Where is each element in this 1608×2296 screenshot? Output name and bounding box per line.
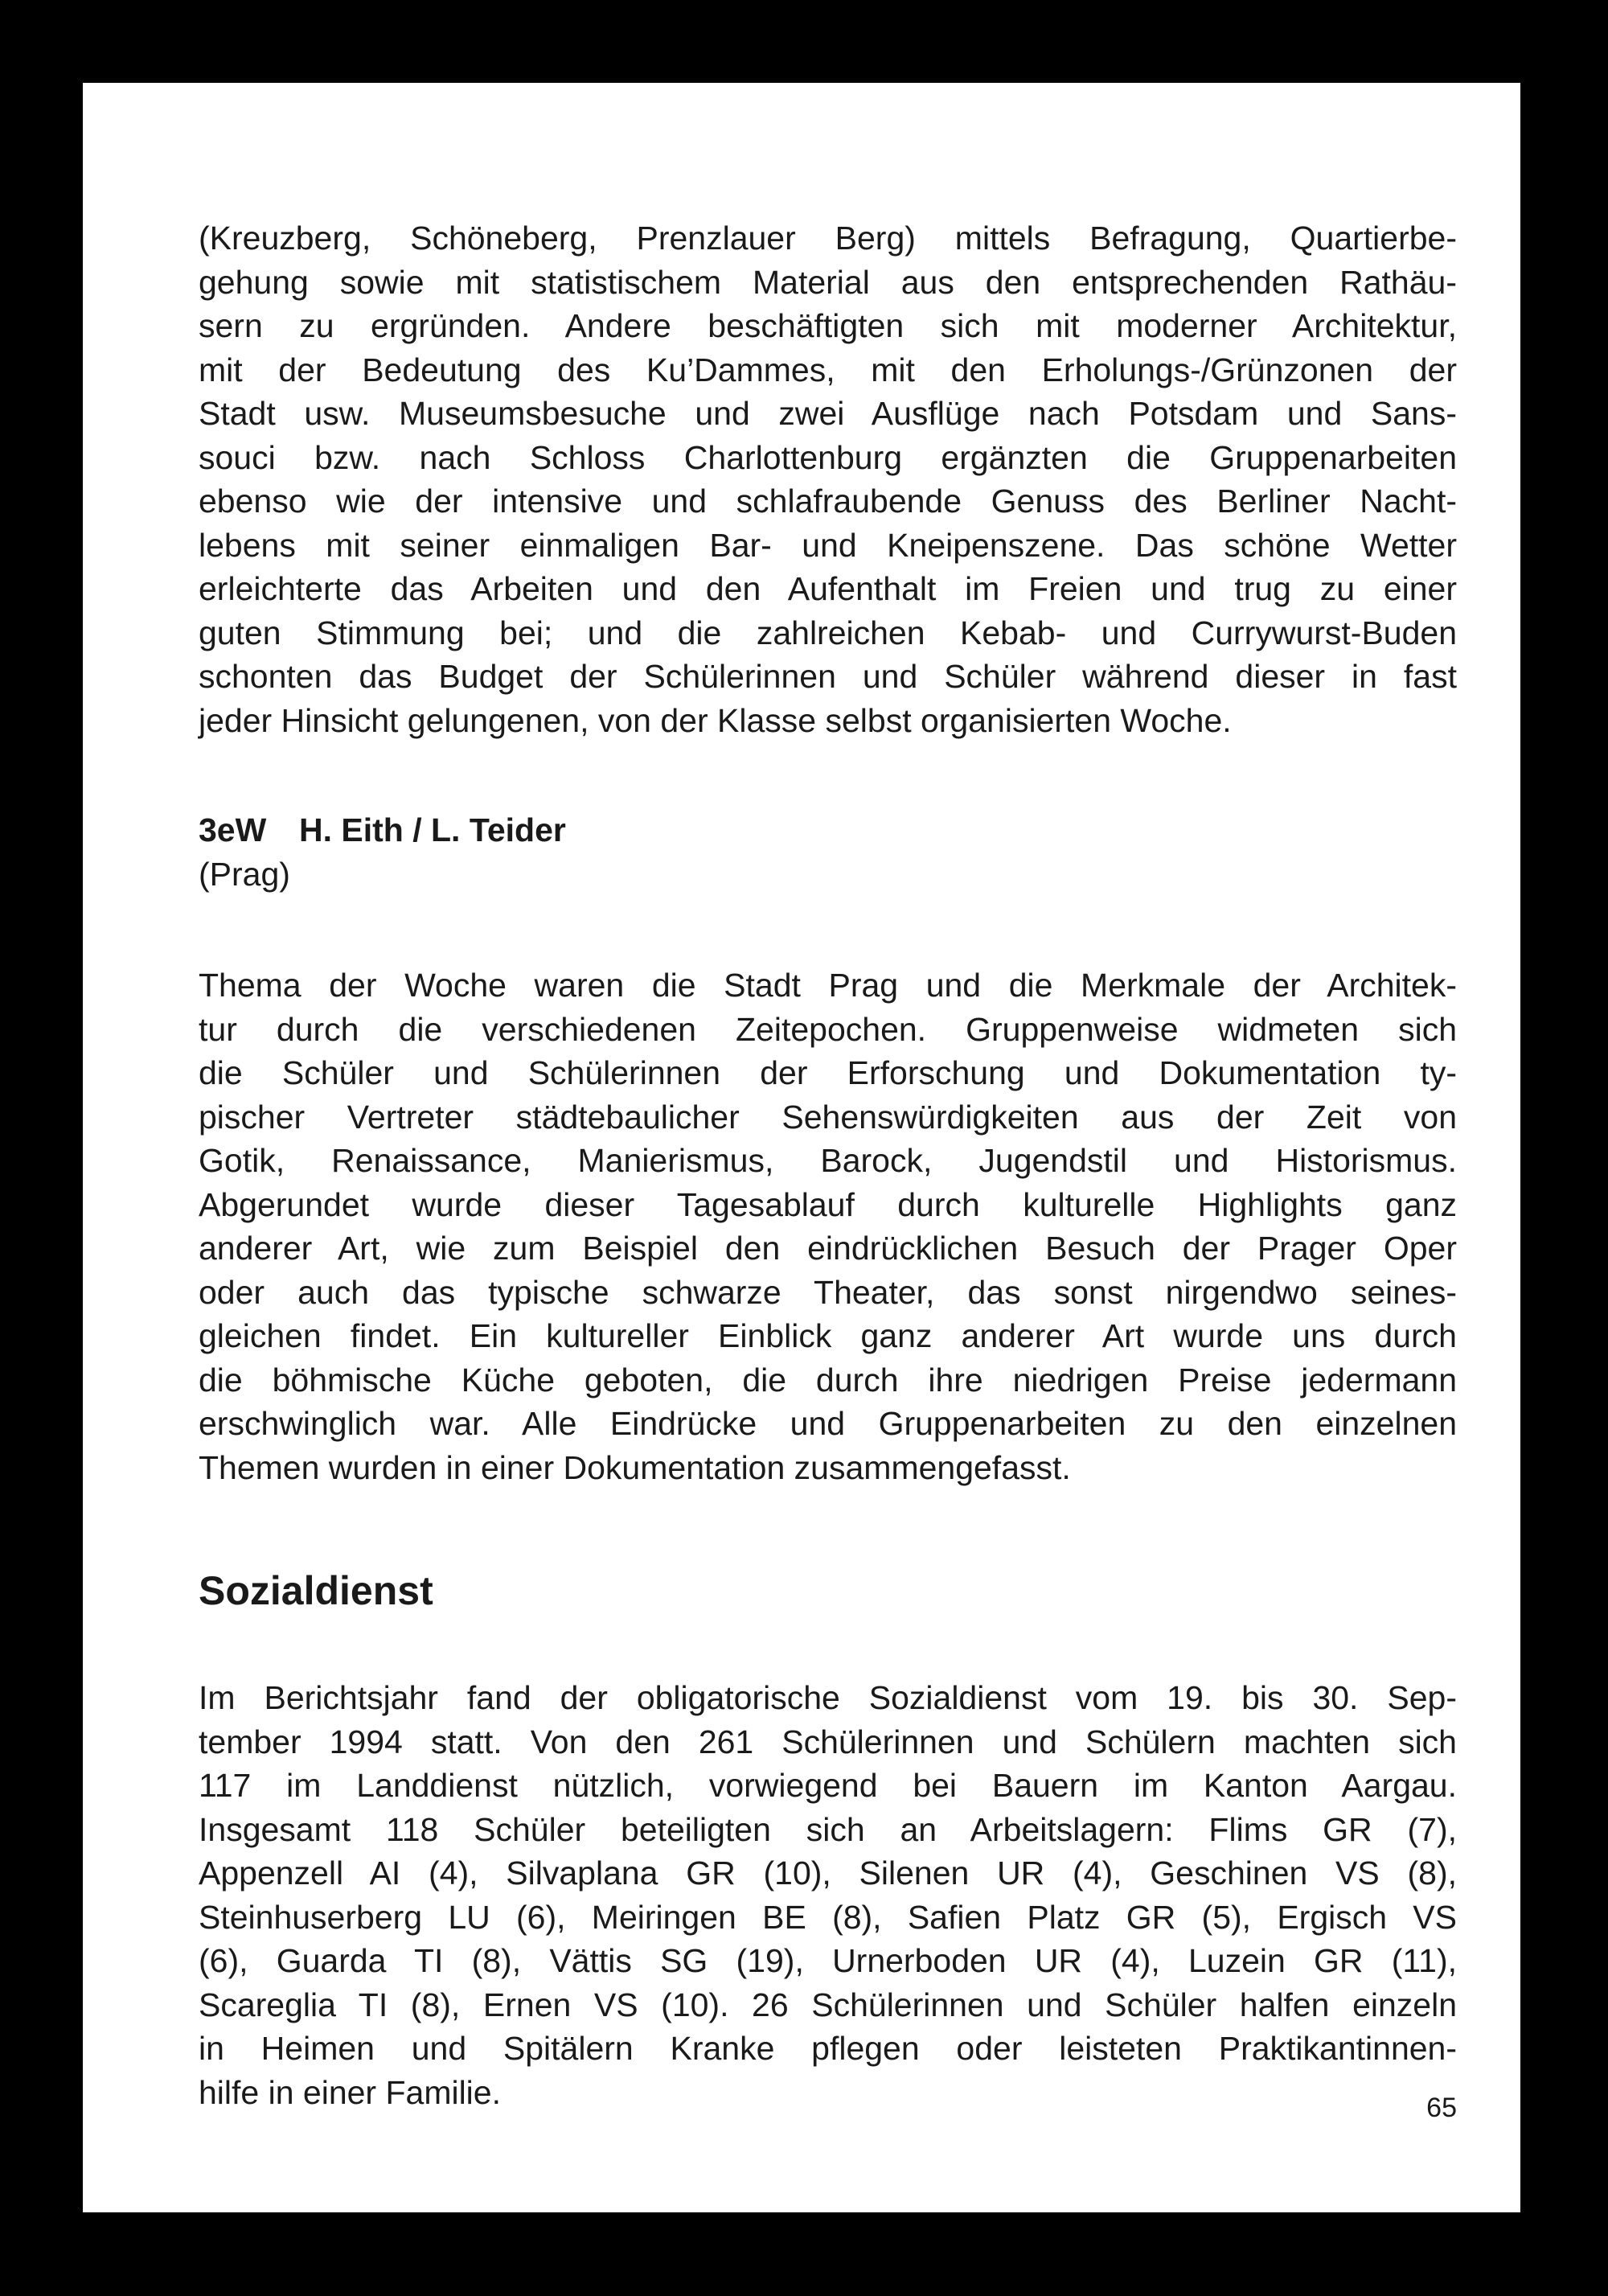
- text-line: erleichterte das Arbeiten und den Aufenthalt im Freien und trug zu einer: [199, 570, 1457, 607]
- class-destination: (Prag): [199, 855, 290, 893]
- page-number: 65: [1426, 2093, 1457, 2123]
- text-line: souci bzw. nach Schloss Charlottenburg ergänzten die Gruppenarbeiten: [199, 438, 1457, 476]
- text-line: Stadt usw. Museumsbesuche und zwei Ausflüge nach Potsdam und Sans-: [199, 395, 1457, 432]
- page-content: [199, 216, 1457, 2114]
- text-line: die Schüler und Schülerinnen der Erforschung und Dokumentation ty-: [199, 1054, 1457, 1091]
- paragraph-prag-trip: [199, 963, 1457, 1489]
- text-line: Insgesamt 118 Schüler beteiligten sich an Arbeitslagern: Flims GR (7),: [199, 1810, 1457, 1848]
- text-line: Im Berichtsjahr fand der obligatorische Sozialdienst vom 19. bis 30. Sep-: [199, 1679, 1457, 1716]
- class-code: 3eW: [199, 811, 267, 848]
- paragraph-sozialdienst: [199, 1676, 1457, 2114]
- text-line: (6), Guarda TI (8), Vättis SG (19), Urnerboden UR (4), Luzein GR (11),: [199, 1942, 1457, 1979]
- text-line: Thema der Woche waren die Stadt Prag und die Merkmale der Architek-: [199, 967, 1457, 1004]
- text-line: 117 im Landdienst nützlich, vorwiegend bei Bauern im Kanton Aargau.: [199, 1767, 1457, 1804]
- text-line: Themen wurden in einer Dokumentation zusammengefasst.: [199, 1448, 1071, 1486]
- text-line: in Heimen und Spitälern Kranke pflegen oder leisteten Praktikantinnen-: [199, 2030, 1457, 2067]
- text-line: anderer Art, wie zum Beispiel den eindrücklichen Besuch der Prager Oper: [199, 1230, 1457, 1267]
- text-line: ebenso wie der intensive und schlafraubende Genuss des Berliner Nacht-: [199, 483, 1457, 520]
- text-line: tur durch die verschiedenen Zeitepochen. Gruppenweise widmeten sich: [199, 1010, 1457, 1048]
- text-line: schonten das Budget der Schülerinnen und Schüler während dieser in fast: [199, 658, 1457, 695]
- text-line: oder auch das typische schwarze Theater, das sonst nirgendwo seines-: [199, 1273, 1457, 1311]
- paragraph-berlin-trip: [199, 216, 1457, 742]
- text-line: die böhmische Küche geboten, die durch ihre niedrigen Preise jedermann: [199, 1361, 1457, 1399]
- text-line: jeder Hinsicht gelungenen, von der Klasse selbst organisierten Woche.: [199, 701, 1232, 739]
- text-line: gleichen findet. Ein kultureller Einblick ganz anderer Art wurde uns durch: [199, 1317, 1457, 1354]
- section-title: Sozialdienst: [199, 1568, 433, 1613]
- class-teachers: H. Eith / L. Teider: [299, 811, 566, 848]
- text-line: hilfe in einer Familie.: [199, 2073, 501, 2111]
- text-line: mit der Bedeutung des Ku’Dammes, mit den Erholungs-/Grünzonen der: [199, 351, 1457, 388]
- text-line: sern zu ergründen. Andere beschäftigten sich mit moderner Architektur,: [199, 307, 1457, 344]
- text-line: Scareglia TI (8), Ernen VS (10). 26 Schülerinnen und Schüler halfen einzeln: [199, 1986, 1457, 2023]
- text-line: Gotik, Renaissance, Manierismus, Barock, Jugendstil und Historismus.: [199, 1142, 1457, 1179]
- text-line: erschwinglich war. Alle Eindrücke und Gruppenarbeiten zu den einzelnen: [199, 1405, 1457, 1442]
- text-line: lebens mit seiner einmaligen Bar- und Kneipenszene. Das schöne Wetter: [199, 526, 1457, 564]
- text-line: Steinhuserberg LU (6), Meiringen BE (8), Safien Platz GR (5), Ergisch VS: [199, 1898, 1457, 1936]
- text-line: pischer Vertreter städtebaulicher Sehenswürdigkeiten aus der Zeit von: [199, 1098, 1457, 1136]
- text-line: tember 1994 statt. Von den 261 Schülerinnen und Schülern machten sich: [199, 1723, 1457, 1760]
- document-page: [83, 83, 1520, 2212]
- text-line: guten Stimmung bei; und die zahlreichen Kebab- und Currywurst-Buden: [199, 614, 1457, 651]
- text-line: gehung sowie mit statistischem Material aus den entsprechenden Rathäu-: [199, 263, 1457, 301]
- text-line: Appenzell AI (4), Silvaplana GR (10), Silenen UR (4), Geschinen VS (8),: [199, 1854, 1457, 1891]
- class-heading: [199, 808, 1457, 852]
- text-line: (Kreuzberg, Schöneberg, Prenzlauer Berg) mittels Befragung, Quartierbe-: [199, 220, 1457, 257]
- text-line: Abgerundet wurde dieser Tagesablauf durch kulturelle Highlights ganz: [199, 1185, 1457, 1223]
